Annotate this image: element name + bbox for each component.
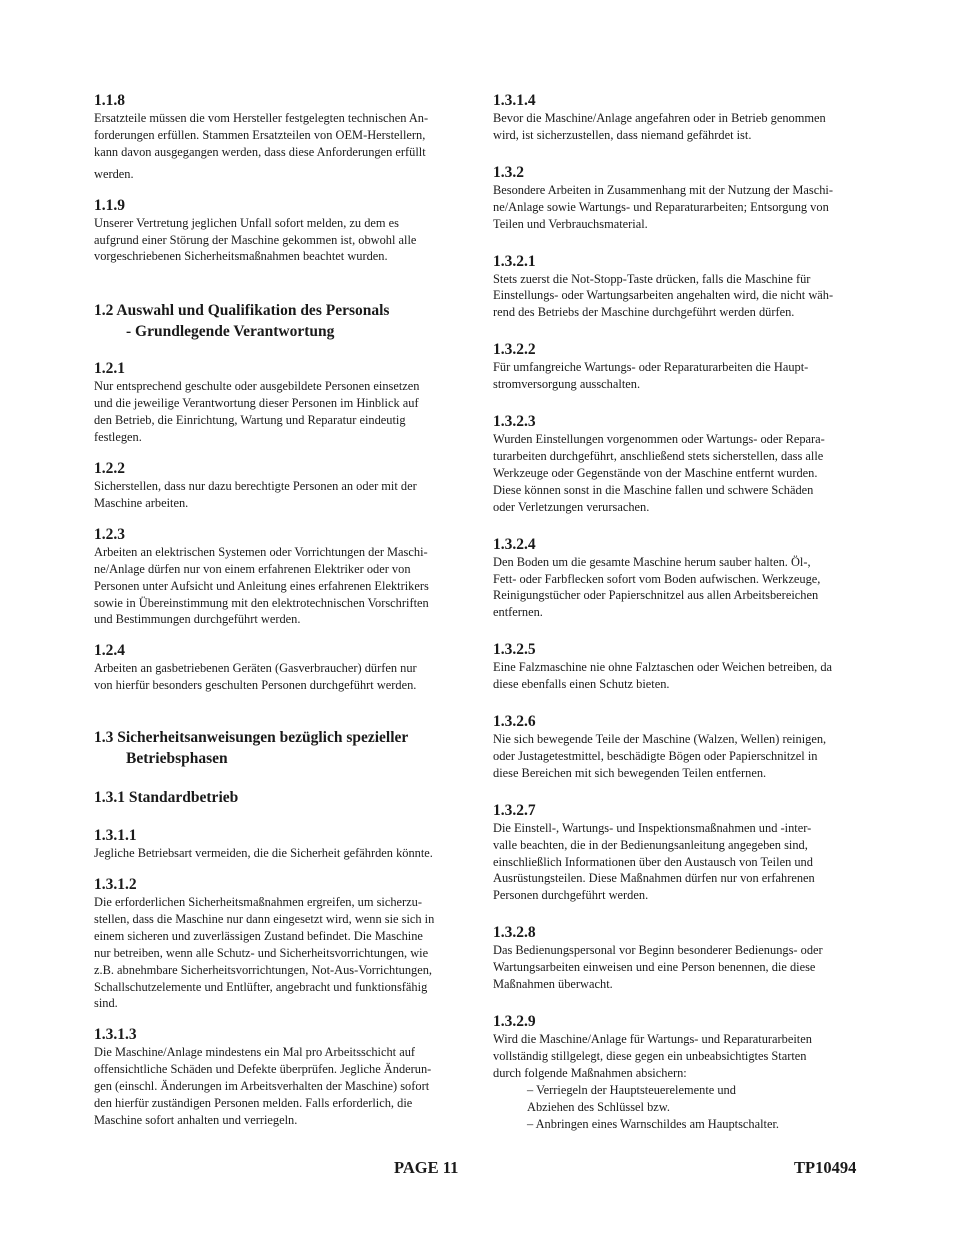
heading-1-3-1: 1.3.1 Standardbetrieb <box>94 789 239 807</box>
section-1-3-2-3 <box>493 413 885 516</box>
section-number: 1.3.2 <box>493 163 524 181</box>
section-1-3-2-2 <box>493 341 885 393</box>
section-text: Die erforderlichen Sicherheitsmaßnahmen ergreifen, um sicherzu- stellen, dass die Maschine nur dann eingesetzt wird, wenn sie sich in einem sicheren und zuverlässigen Zustand befindet. Die Maschine nur betreiben, wenn alle Schutz- und Sicherheitsvorrichtungen, wie z.B. abnehmbare Sicherheitsvorrichtungen, Not-Aus-Vorrichtungen, Schallschutzelemente und Entlüfter, angebracht und funktionsfähig sind. <box>94 895 435 1011</box>
section-number: 1.2.4 <box>94 642 125 660</box>
section-1-2-3 <box>94 526 482 629</box>
page-number: PAGE 11 <box>394 1158 459 1177</box>
section-number: 1.2.3 <box>94 525 125 543</box>
section-number: 1.3.2.6 <box>493 713 536 731</box>
section-number: 1.3.2.8 <box>493 924 536 942</box>
section-1-3-2-5 <box>493 641 885 693</box>
section-number: 1.1.8 <box>94 92 125 109</box>
section-1-3-2-1 <box>493 253 885 322</box>
heading-1-3: 1.3 Sicherheitsanweisungen bezüglich spezieller Betriebsphasen <box>94 729 409 768</box>
left-column <box>94 90 482 1129</box>
section-text: Arbeiten an gasbetriebenen Geräten (Gasverbraucher) dürfen nur von hierfür besonders geschulten Personen durchgeführt werden. <box>94 661 417 693</box>
section-text: Das Bedienungspersonal vor Beginn besonderer Bedienungs- oder Wartungsarbeiten einweisen und eine Person benennen, die diese Maßnahmen überwacht. <box>493 943 823 992</box>
section-1-2-4 <box>94 642 482 694</box>
section-1-3-2-8 <box>493 924 885 993</box>
section-text: Arbeiten an elektrischen Systemen oder Vorrichtungen der Maschi- ne/Anlage dürfen nur von einem erfahrenen Elektriker oder von Personen unter Aufsicht und Anleitung eines erfahrenen Elektrikers sowie in Übereinstimmung mit den elektrotechnischen Vorschriften und Bestimmungen durchgeführt werden. <box>94 544 429 627</box>
measures-list <box>493 1082 885 1133</box>
section-text: Die Maschine/Anlage mindestens ein Mal pro Arbeitsschicht auf offensichtliche Schäden und Defekte überprüfen. Jegliche Änderun- gen (einschl. Änderungen im Arbeitsverhalten der Maschine) sofort den hierfür zuständigen Personen melden. Falls erforderlich, die Maschine sofort anhalten und verriegeln. <box>94 1045 432 1127</box>
heading-1-2: 1.2 Auswahl und Qualifikation des Personals - Grundlegende Verantwortung <box>94 302 390 341</box>
section-number: 1.3.2.2 <box>493 341 536 359</box>
section-number: 1.3.2.5 <box>493 641 536 659</box>
section-text: Die Einstell-, Wartungs- und Inspektionsmaßnahmen und -inter- valle beachten, die in der Bedienungsanleitung angegeben sind, einschließlich Informationen über den Austausch von Teilen und Ausrüstungsteilen. Diese Maßnahmen dürfen nur von erfahrenen Personen durchgeführt werden. <box>493 820 815 903</box>
section-number: 1.3.2.3 <box>493 413 536 431</box>
section-text: Sicherstellen, dass nur dazu berechtigte Personen an oder mit der Maschine arbeiten. <box>94 478 417 510</box>
section-text: Stets zuerst die Not-Stopp-Taste drücken, falls die Maschine für Einstellungs- oder Wartungsarbeiten angehalten wird, die nicht wäh- rend des Betriebs der Maschine durchgeführt werden dürfen. <box>493 271 834 320</box>
section-number: 1.3.2.4 <box>493 535 536 553</box>
section-1-3-2 <box>493 164 885 233</box>
section-1-3-2-6 <box>493 713 885 782</box>
section-number: 1.3.2.1 <box>493 252 536 270</box>
section-number: 1.3.2.9 <box>493 1013 536 1030</box>
section-1-3-1-4 <box>493 92 885 144</box>
section-1-3-1-2 <box>94 876 482 1012</box>
section-text: Bevor die Maschine/Anlage angefahren oder in Betrieb genommen wird, ist sicherzustellen, dass niemand gefährdet ist. <box>493 111 826 142</box>
section-text: Für umfangreiche Wartungs- oder Reparaturarbeiten die Haupt- stromversorgung ausschalten. <box>493 360 809 392</box>
section-number: 1.2.1 <box>94 360 125 378</box>
right-column <box>493 90 885 1132</box>
section-1-3-1-1 <box>94 827 482 862</box>
section-text: Nur entsprechend geschulte oder ausgebildete Personen einsetzen und die jeweilige Verantwortung dieser Personen im Hinblick auf den Betrieb, die Einrichtung, Wartung und Reparatur eindeutig festlegen. <box>94 379 420 445</box>
section-1-3-2-9 <box>493 1013 885 1132</box>
section-1-2-1 <box>94 360 482 446</box>
section-text: Eine Falzmaschine nie ohne Falztaschen oder Weichen betreiben, da diese ebenfalls einen Schutz bieten. <box>493 660 833 692</box>
section-number: 1.1.9 <box>94 196 125 214</box>
section-number: 1.2.2 <box>94 459 125 477</box>
section-1-3-2-7 <box>493 802 885 905</box>
measure-item: – Verriegeln der Hauptsteuerelemente und <box>527 1082 736 1097</box>
measure-item: Abziehen des Schlüssel bzw. <box>527 1099 671 1114</box>
section-number: 1.3.2.7 <box>493 801 536 819</box>
section-number: 1.3.1.2 <box>94 876 137 894</box>
section-number: 1.3.1.3 <box>94 1026 137 1044</box>
section-1-1-8 <box>94 92 482 183</box>
section-text: Wird die Maschine/Anlage für Wartungs- und Reparaturarbeiten vollständig stillgelegt, diese gegen ein unbeabsichtigtes Starten durch folgende Maßnahmen absichern: <box>493 1032 812 1080</box>
section-text: Wurden Einstellungen vorgenommen oder Wartungs- oder Repara- turarbeiten durchgeführt, anschließend stets sicherstellen, dass alle Werkzeuge oder Gegenstände von der Maschine entfernt wurden. Diese können sonst in die Maschine fallen und schwere Schäden oder Verletzungen verursachen. <box>493 432 825 514</box>
section-1-3-1-3 <box>94 1026 482 1129</box>
section-text: Jegliche Betriebsart vermeiden, die die Sicherheit gefährden könnte. <box>94 846 433 861</box>
section-text: Besondere Arbeiten in Zusammenhang mit der Nutzung der Maschi- ne/Anlage sowie Wartungs- und Reparaturarbeiten; Entsorgung von Teilen und Verbrauchsmaterial. <box>493 182 833 231</box>
document-id: TP10494 <box>794 1158 857 1177</box>
section-number: 1.3.1.1 <box>94 827 137 845</box>
section-1-3-2-4 <box>493 536 885 622</box>
section-text: Den Boden um die gesamte Maschine herum sauber halten. Öl-, Fett- oder Farbflecken sofort vom Boden aufwischen. Werkzeuge, Reinigungstücher oder Papierschnitzel aus allen Arbeitsbereichen entfernen. <box>493 554 821 620</box>
section-number: 1.3.1.4 <box>493 92 536 109</box>
section-text: Nie sich bewegende Teile der Maschine (Walzen, Wellen) reinigen, oder Justagetestmittel, beschädigte Bögen oder Papierschnitzel in diese Bereichen mit sich bewegenden Teilen entfernen. <box>493 732 827 780</box>
section-text: Unserer Vertretung jeglichen Unfall sofort melden, zu dem es aufgrund einer Störung der Maschine gekommen ist, obwohl alle vorgeschriebenen Sicherheitsmaßnahmen beachtet wurden. <box>94 215 417 264</box>
section-text: Ersatzteile müssen die vom Hersteller festgelegten technischen An- forderungen erfüllen. Stammen Ersatzteilen von OEM-Herstellern, kann davon ausgegangen werden, dass diese Anforderungen erfüllt werden. <box>94 111 429 181</box>
section-1-2-2 <box>94 460 482 512</box>
section-1-1-9 <box>94 197 482 266</box>
measure-item: – Anbringen eines Warnschildes am Hauptschalter. <box>527 1116 780 1131</box>
